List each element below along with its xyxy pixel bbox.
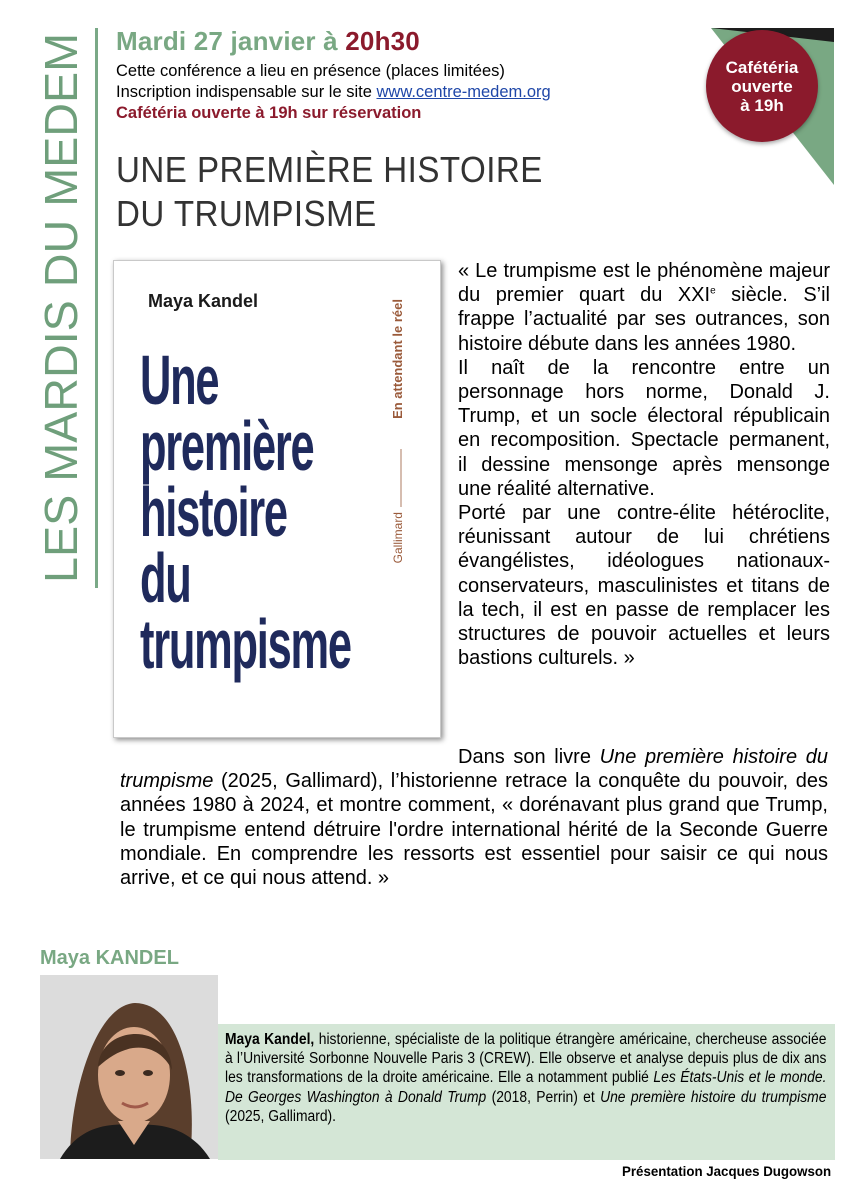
bio-text: (2025, Gallimard).	[225, 1107, 337, 1125]
website-link[interactable]: www.centre-medem.org	[376, 83, 551, 101]
speaker-photo	[40, 975, 218, 1159]
page-title-line-2: DU TRUMPISME	[116, 193, 377, 234]
book-title-line: première	[140, 407, 314, 485]
quote-paragraph-1	[458, 259, 830, 356]
book-title-line: du	[140, 539, 191, 617]
badge-line-2: ouverte	[731, 76, 793, 96]
event-time: 20h30	[345, 26, 420, 56]
series-title	[20, 28, 100, 588]
book-publisher: Gallimard	[391, 512, 405, 564]
quote-text: siècle. S’il frappe l’actualité par ses outrances, son histoire débute dans les années 1980.	[458, 284, 830, 355]
page-title-line-1: UNE PREMIÈRE HISTOIRE	[116, 149, 543, 190]
bio-book-title: Les États-Unis et le monde. De Georges Washington à Donald Trump	[225, 1069, 827, 1106]
cafeteria-info: Cafétéria ouverte à 19h sur réservation	[116, 104, 422, 122]
quote-paragraph-2: Il naît de la rencontre entre un personnage hors norme, Donald J. Trump, et un socle électoral républicain en recomposition. Spectacle permanent, il dessine mensonge après mensonge une réalité alternative.	[458, 356, 830, 500]
book-title-line: Une	[140, 341, 219, 419]
book-description	[120, 745, 828, 890]
quote-superscript: e	[710, 285, 716, 297]
quote-text: « Le trumpisme est le phénomène majeur du premier quart du XXI	[458, 260, 830, 307]
description-body: (2025, Gallimard), l’historienne retrace la conquête du pouvoir, des années 1980 à 2024, et montre comment, « dorénavant plus grand que Trump, le trumpisme entend détruire l'ordre international hérité de la Seconde Guerre mondiale. En comprendre les ressorts est essentiel pour saisir ce qui nous arrive, et ce qui nous attend. »	[120, 770, 828, 890]
speaker-bio-text	[225, 1030, 826, 1126]
book-title	[140, 341, 351, 683]
badge-line-3: à 19h	[740, 95, 784, 115]
book-author: Maya Kandel	[148, 291, 259, 311]
speaker-heading: Maya KANDEL	[40, 947, 179, 969]
book-quote	[458, 259, 830, 670]
bio-text: historienne, spécialiste de la politique étrangère américaine, chercheuse associée à l’Université Sorbonne Nouvelle Paris 3 (CREW). Elle observe et analyse depuis plus de dix ans les transformations de la droite américaine. Elle a notamment publié	[225, 1031, 827, 1087]
speaker-bio	[218, 1024, 835, 1160]
description-prefix: Dans son livre	[458, 746, 600, 768]
series-divider	[95, 28, 98, 588]
quote-paragraph-3: Porté par une contre-élite hétéroclite, réunissant autour de lui chrétiens évangélistes, idéologues nationaux-conservateurs, masculinistes et titans de la tech, il est en passe de remplacer les structures de pouvoir actuelles et leurs bastions culturels. »	[458, 502, 830, 670]
badge-line-1: Cafétéria	[725, 57, 799, 77]
attendance-info: Cette conférence a lieu en présence (places limitées)	[116, 62, 505, 80]
registration-info	[116, 82, 551, 102]
book-spine-text	[388, 297, 408, 597]
book-title-line: trumpisme	[140, 605, 351, 683]
event-date	[116, 26, 420, 57]
presenter-credit: Présentation Jacques Dugowson	[621, 1163, 831, 1179]
series-title-text: LES MARDIS DU MEDEM	[35, 41, 87, 583]
bio-text: (2018, Perrin) et	[486, 1088, 601, 1106]
book-collection: En attendant le réel	[390, 299, 405, 419]
bio-book-title: Une première histoire du trumpisme	[600, 1088, 827, 1106]
bio-name: Maya Kandel,	[225, 1031, 315, 1048]
cafeteria-badge	[706, 30, 818, 142]
book-title-line: histoire	[140, 473, 287, 551]
page-title	[116, 148, 631, 236]
event-date-prefix: Mardi 27 janvier à	[116, 26, 346, 56]
book-cover	[113, 260, 441, 738]
registration-text: Inscription indispensable sur le site	[116, 83, 377, 101]
description-book-title: Une première histoire du trumpisme	[120, 746, 828, 793]
